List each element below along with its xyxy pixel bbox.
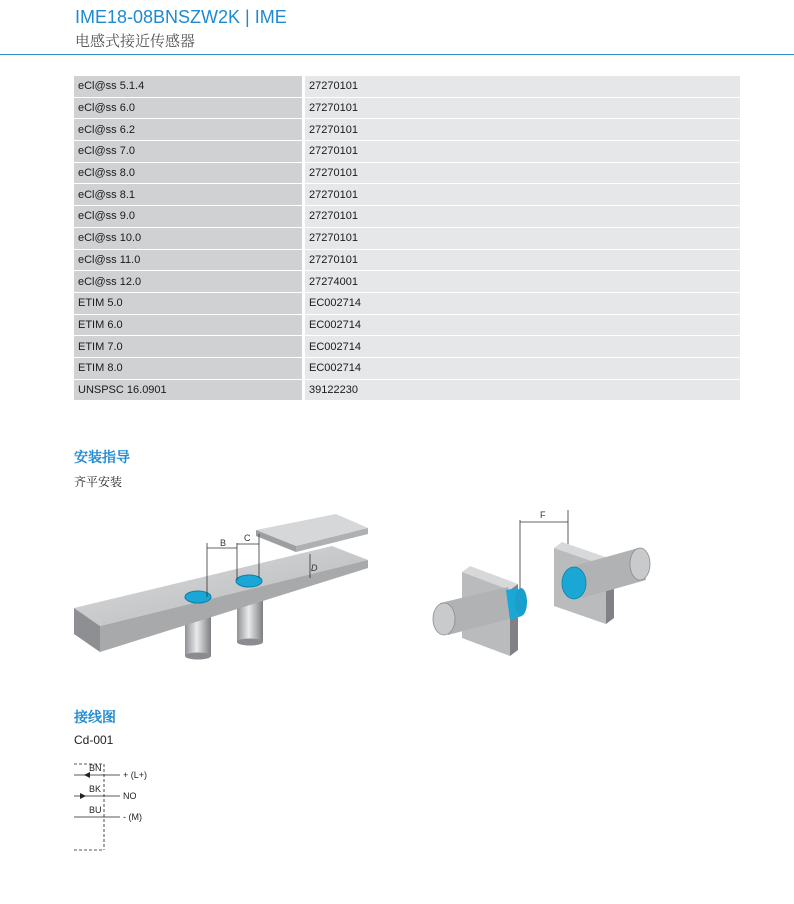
spec-value: 27270101 — [304, 249, 741, 271]
spec-value: 27270101 — [304, 184, 741, 206]
spec-key: eCl@ss 5.1.4 — [74, 76, 304, 97]
wire-label-bk: NO — [123, 791, 137, 801]
page-subtitle: 电感式接近传感器 — [75, 33, 196, 50]
arrow-out-icon — [80, 793, 86, 799]
spec-value: 27270101 — [304, 206, 741, 228]
dimension-f-label: F — [540, 510, 546, 520]
spec-value: EC002714 — [304, 314, 741, 336]
installation-subheading: 齐平安装 — [74, 475, 123, 489]
page-title: IME18-08BNSZW2K | IME — [75, 7, 287, 27]
spec-key: eCl@ss 8.0 — [74, 162, 304, 184]
spec-key: eCl@ss 8.1 — [74, 184, 304, 206]
spec-key: ETIM 5.0 — [74, 292, 304, 314]
spec-value: 39122230 — [304, 379, 741, 401]
spec-key: UNSPSC 16.0901 — [74, 379, 304, 401]
spec-value: 27274001 — [304, 271, 741, 293]
spec-key: eCl@ss 6.0 — [74, 97, 304, 119]
spec-key: eCl@ss 11.0 — [74, 249, 304, 271]
wire-label-bn: + (L+) — [123, 770, 148, 780]
spec-key: eCl@ss 10.0 — [74, 227, 304, 249]
wire-label-bu: - (M) — [123, 812, 142, 822]
spec-value: 27270101 — [304, 76, 741, 97]
dimension-b-label: B — [220, 538, 227, 548]
spec-value: EC002714 — [304, 336, 741, 358]
wire-code-bu: BU — [89, 805, 102, 815]
spec-value: 27270101 — [304, 162, 741, 184]
wiring-code: Cd-001 — [74, 733, 114, 747]
wiring-heading: 接线图 — [74, 709, 116, 725]
spec-key: ETIM 8.0 — [74, 357, 304, 379]
wire-code-bk: BK — [89, 784, 102, 794]
spec-value: 27270101 — [304, 97, 741, 119]
spec-key: eCl@ss 12.0 — [74, 271, 304, 293]
spec-value: EC002714 — [304, 357, 741, 379]
installation-heading: 安装指导 — [74, 449, 130, 465]
spec-key: eCl@ss 9.0 — [74, 206, 304, 228]
spec-key: eCl@ss 7.0 — [74, 141, 304, 163]
spec-key: ETIM 6.0 — [74, 314, 304, 336]
spec-value: 27270101 — [304, 141, 741, 163]
spec-key: eCl@ss 6.2 — [74, 119, 304, 141]
spec-value: 27270101 — [304, 119, 741, 141]
dimension-c-label: C — [244, 533, 251, 543]
spec-key: ETIM 7.0 — [74, 336, 304, 358]
wire-code-bn: BN — [89, 763, 102, 773]
dimension-d-label: D — [311, 563, 318, 573]
spec-value: 27270101 — [304, 227, 741, 249]
spec-value: EC002714 — [304, 292, 741, 314]
